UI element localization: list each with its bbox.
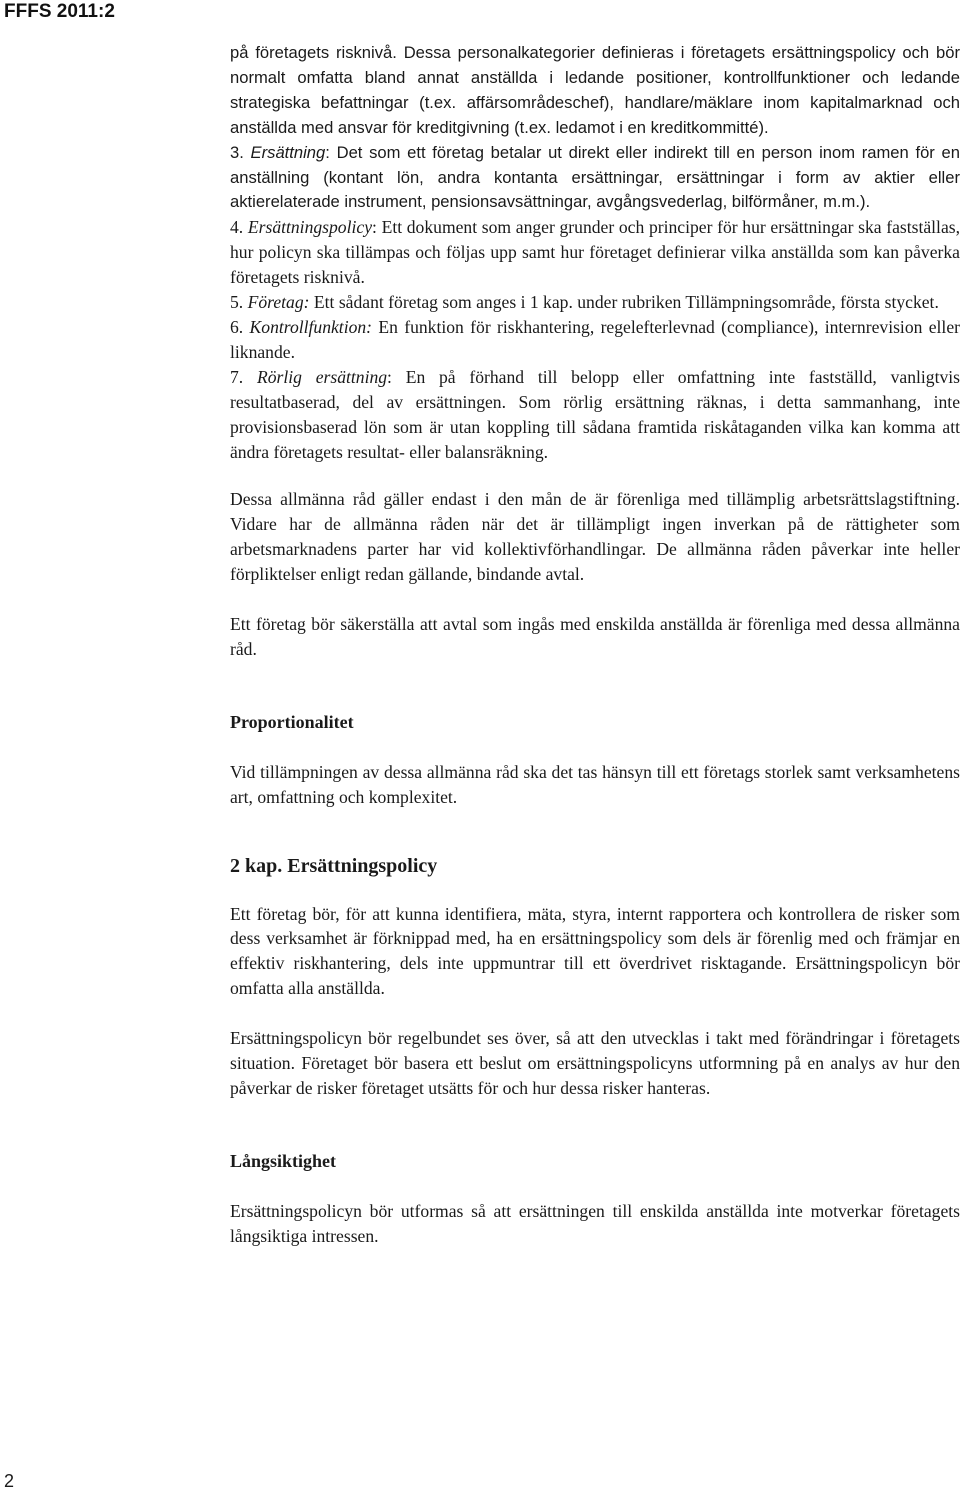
definition-separator: :	[387, 366, 392, 387]
definition-text: Det som ett företag betalar ut direkt eller indirekt till en person inom ramen för en anställning (kontant lön, andra kontanta ersättningar, ersättningar i form av aktier eller aktierelaterade instrument, pensionsavsättningar, avgångsvederlag, bilförmåner, m.m.).	[230, 142, 960, 212]
definition-term: Kontrollfunktion:	[249, 316, 373, 337]
definition-item-variable-remuneration	[230, 365, 960, 465]
spacer	[230, 810, 960, 853]
document-body	[230, 41, 960, 1249]
spacer	[230, 587, 960, 612]
spacer	[230, 464, 960, 487]
paragraph-proportionality: Vid tillämpningen av dessa allmänna råd ska det tas hänsyn till ett företags storlek samt verksamhetens art, omfattning och komplexitet.	[230, 761, 960, 807]
running-header: FFFS 2011:2	[4, 1, 115, 22]
definition-number: 7.	[230, 366, 244, 387]
spacer	[230, 1001, 960, 1026]
definition-term: Rörlig ersättning	[256, 366, 388, 387]
paragraph-long-term: Ersättningspolicyn bör utformas så att ersättningen till enskilda anställda inte motverkar företagets långsiktiga intressen.	[230, 1200, 960, 1246]
heading-long-term: Långsiktighet	[230, 1150, 337, 1171]
definition-item-remuneration	[230, 141, 960, 216]
spacer	[230, 1174, 960, 1199]
definition-text: En funktion för riskhantering, regelefterlevnad (compliance), internrevision eller liknande.	[230, 316, 960, 362]
definition-number: 5.	[230, 292, 244, 313]
definition-number: 3.	[230, 142, 244, 162]
definition-term: Företag:	[247, 292, 310, 313]
heading-chapter-2: 2 kap. Ersättningspolicy	[230, 854, 438, 877]
definition-continuation: på företagets risknivå. Dessa personalkategorier definieras i företagets ersättningspolicy och bör normalt omfatta bland annat anställda i ledande positioner, kontrollfunktioner och ledande strategiska befattningar (t.ex. affärsområdeschef), handlare/mäklare inom kapitalmarknad och anställda med ansvar för kreditgivning (t.ex. ledamot i en kreditkommitté).	[230, 43, 960, 137]
spacer	[230, 1101, 960, 1149]
definition-separator: :	[372, 217, 377, 238]
spacer	[230, 735, 960, 760]
spacer	[230, 662, 960, 710]
definition-text: Ett dokument som anger grunder och principer för hur ersättningar ska fastställas, hur policyn ska tillämpas och följas upp samt hur företaget definierar vilka anställda som kan påverka företagets risknivå.	[230, 217, 960, 288]
heading-proportionality: Proportionalitet	[230, 711, 354, 732]
definition-number: 4.	[230, 217, 244, 238]
page-number: 2	[4, 1471, 15, 1491]
definition-term: Ersättning	[250, 142, 326, 162]
definition-text: En på förhand till belopp eller omfattning inte fastställd, vanligtvis resultatbaserad, del av ersättningen. Som rörlig ersättning räknas, i detta sammanhang, inte provisionsbaserad lön som är utan koppling till sådana framtida riskåtaganden vilka kan komma att ändra företagets resultat- eller balansräkning.	[230, 366, 960, 462]
definition-number: 6.	[230, 316, 244, 337]
definition-term: Ersättningspolicy	[247, 217, 373, 238]
definition-item-remuneration-policy	[230, 215, 960, 290]
definition-item-company	[230, 290, 960, 315]
definition-text: Ett sådant företag som anges i 1 kap. under rubriken Tillämpningsområde, första stycket.	[309, 292, 939, 313]
definition-separator: :	[325, 142, 330, 162]
paragraph-chapter-2-second: Ersättningspolicyn bör regelbundet ses över, så att den utvecklas i takt med förändringar i företagets situation. Företaget bör basera ett beslut om ersättningspolicyns utformning på en analys av hur den påverkar de risker företaget utsätts för och hur dessa risker hanteras.	[230, 1028, 960, 1098]
paragraph-individual-agreements: Ett företag bör säkerställa att avtal som ingås med enskilda anställda är förenliga med dessa allmänna råd.	[230, 614, 960, 659]
definition-item-control-function	[230, 315, 960, 365]
spacer	[230, 879, 960, 902]
paragraph-chapter-2-first: Ett företag bör, för att kunna identifiera, mäta, styra, internt rapportera och kontrollera de risker som dess verksamhet är förknippad med, ha en ersättningspolicy som dels är förenlig med och främjar en effektiv riskhantering, dels inte uppmuntrar till ett överdrivet risktagande. Ersättningspolicyn bör omfatta alla anställda.	[230, 903, 960, 999]
paragraph-general-advice-scope: Dessa allmänna råd gäller endast i den mån de är förenliga med tillämplig arbetsrättslagstiftning. Vidare har de allmänna råden när det är tillämpligt ingen inverkan på de rättigheter som arbetsmarknadens parter har vid kollektivförhandlingar. De allmänna råden påverkar inte heller förpliktelser enligt redan gällande, bindande avtal.	[230, 489, 960, 585]
